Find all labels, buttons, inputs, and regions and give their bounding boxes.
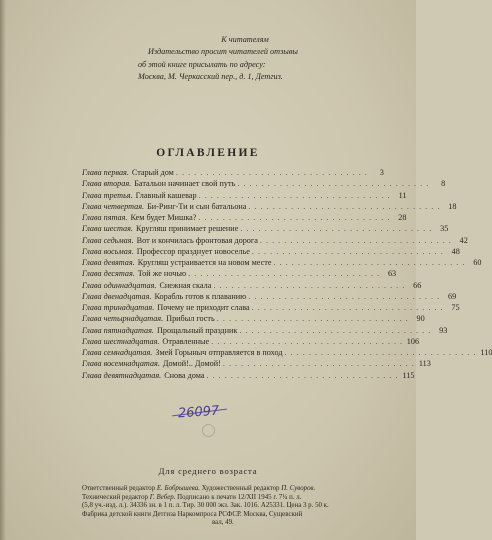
toc-chapter-name: Снова дома xyxy=(164,370,205,380)
notice-heading: К читателям xyxy=(221,35,269,44)
toc-page-number: 3 xyxy=(379,168,384,177)
notice-line-3: Москва, М. Черкасский пер., д. 1, Детгиз. xyxy=(138,71,283,81)
credits-editors: Ответственный редактор Е. Бобрышева. Художественный редактор П. Суворов. xyxy=(82,485,316,492)
age-group: Для среднего возраста xyxy=(158,466,258,476)
toc-chapter-name: Змей Горыныч отправляется в поход xyxy=(155,348,283,357)
toc-page-number: 42 xyxy=(459,235,468,245)
toc-chapter-label: Глава шестая. xyxy=(82,224,133,234)
toc-chapter-name: Старый дом xyxy=(131,168,174,177)
toc-entry xyxy=(82,246,460,257)
toc-chapter-label: Глава девятнадцатая. xyxy=(82,370,162,380)
notice-line-1: Издательство просит читателей отзывы xyxy=(148,47,298,57)
toc-entry xyxy=(82,223,449,234)
imprint-credits xyxy=(82,485,332,528)
toc-chapter-name: Кругляш устраивается на новом месте xyxy=(137,258,272,267)
toc-page-number: 75 xyxy=(451,303,460,312)
toc-leader-dots: . . . . . . . . . . . . . . . . . . . . . . . . . . . . . . . . xyxy=(198,213,391,222)
toc-page-number: 66 xyxy=(413,280,422,290)
toc-chapter-label: Глава пятнадцатая. xyxy=(82,325,154,335)
toc-leader-dots: . . . . . . . . . . . . . . . . . . . . . . . . . . . . . . . . xyxy=(251,246,444,256)
toc-page-number: 93 xyxy=(439,325,448,335)
toc-chapter-label: Глава седьмая. xyxy=(82,235,134,245)
toc-chapter-label: Глава девятая. xyxy=(82,258,135,267)
toc-page-number: 115 xyxy=(402,370,415,380)
toc-page-number: 48 xyxy=(451,246,460,256)
toc-chapter-label: Глава двенадцатая. xyxy=(82,291,152,301)
credits-print: (5,8 уч.-изд. л.). 34336 зн. в 1 п. л. Тир. 30 000 экз. Зак. 1016. А25331. Цена 3 р. 50 к. xyxy=(82,502,329,510)
toc-entry xyxy=(82,313,425,324)
toc-leader-dots: . . . . . . . . . . . . . . . . . . . . . . . . . . . . . . . . xyxy=(240,224,433,234)
toc-chapter-label: Глава третья. xyxy=(82,190,133,200)
toc-chapter-name: Главный кашевар xyxy=(135,190,197,200)
toc-chapter-name: Кем будет Мишка? xyxy=(130,213,197,222)
toc-entry xyxy=(82,302,460,313)
toc-entry xyxy=(82,235,468,246)
toc-entry xyxy=(82,178,446,189)
readers-notice xyxy=(138,34,338,83)
toc-page-number: 28 xyxy=(398,213,407,222)
toc-chapter-label: Глава десятая. xyxy=(82,269,135,279)
toc-chapter-name: Отравленные xyxy=(162,336,210,346)
toc-entry xyxy=(82,358,431,369)
toc-leader-dots: . . . . . . . . . . . . . . . . . . . . . . . . . . . . . . . . xyxy=(248,291,441,301)
toc-chapter-label: Глава семнадцатая. xyxy=(82,348,153,357)
toc-page-number: 110 xyxy=(480,348,492,357)
toc-page-number: 113 xyxy=(418,359,431,369)
toc-chapter-label: Глава восьмая. xyxy=(82,246,134,256)
toc-chapter-name: Прощальный праздник xyxy=(156,325,238,335)
credits-factory: Фабрика детской книги Детгиза Наркомпроса РСФСР. Москва, Сущевский xyxy=(82,510,303,518)
toc-page-number: 90 xyxy=(416,314,425,324)
toc-chapter-name: Би-Ринг-Ти и сын батальона xyxy=(147,201,247,211)
toc-leader-dots: . . . . . . . . . . . . . . . . . . . . . . . . . . . . . . . . xyxy=(284,348,477,357)
toc-page-number: 106 xyxy=(406,336,420,346)
toc-leader-dots: . . . . . . . . . . . . . . . . . . . . . . . . . . . . . . . . xyxy=(251,303,444,312)
toc-chapter-label: Глава шестнадцатая. xyxy=(82,336,160,346)
toc-chapter-label: Глава четвертая. xyxy=(82,201,145,211)
toc-leader-dots: . . . . . . . . . . . . . . . . . . . . . . . . . . . . . . . . xyxy=(237,179,430,189)
inventory-stamp: 26097 xyxy=(177,403,220,422)
toc-chapter-label: Глава вторая. xyxy=(82,179,132,189)
toc-page-number: 11 xyxy=(398,190,407,200)
toc-page-number: 60 xyxy=(473,258,482,267)
notice-line-2: об этой книге присылать по адресу: xyxy=(138,59,266,69)
toc-entry xyxy=(82,212,407,223)
toc-leader-dots: . . . . . . . . . . . . . . . . . . . . . . . . . . . . . . . . xyxy=(211,336,404,346)
toc-page-number: 69 xyxy=(447,291,457,301)
toc-entry xyxy=(82,325,448,336)
toc-leader-dots: . . . . . . . . . . . . . . . . . . . . . . . . . . . . . . . . xyxy=(216,314,409,324)
credits-address: вал, 49. xyxy=(212,519,234,527)
toc-chapter-label: Глава восемнадцатая. xyxy=(82,359,160,369)
toc-page-number: 63 xyxy=(387,269,397,279)
toc-leader-dots: . . . . . . . . . . . . . . . . . . . . . . . . . . . . . . . . xyxy=(206,370,399,380)
toc-chapter-name: Профессор празднует новоселье xyxy=(136,246,250,256)
toc-chapter-label: Глава одиннадцатая. xyxy=(82,280,157,290)
toc-leader-dots: . . . . . . . . . . . . . . . . . . . . . . . . . . . . . . . . xyxy=(175,168,368,177)
toc-chapter-name: Кругляш принимает решение xyxy=(135,224,239,234)
toc-entry xyxy=(82,190,407,201)
toc-chapter-name: Той же ночью xyxy=(137,269,187,279)
toc-chapter-name: Снежная скала xyxy=(159,280,212,290)
toc-page-number: 18 xyxy=(448,201,457,211)
toc-chapter-name: Вот и кончилась фронтовая дорога xyxy=(136,235,258,245)
toc-entry xyxy=(82,257,482,268)
toc-entry xyxy=(82,370,415,381)
toc-chapter-label: Глава четырнадцатая. xyxy=(82,314,164,324)
toc-chapter-name: Корабль готов к плаванию xyxy=(154,291,247,301)
toc-entry xyxy=(82,291,457,302)
toc-chapter-label: Глава первая. xyxy=(82,168,129,177)
toc-chapter-name: Прибыл гость xyxy=(166,314,215,324)
toc-page-number: 8 xyxy=(441,179,446,189)
toc-entry xyxy=(82,201,457,212)
toc-entry xyxy=(82,167,384,178)
toc-leader-dots: . . . . . . . . . . . . . . . . . . . . . . . . . . . . . . . . xyxy=(248,201,441,211)
toc-leader-dots: . . . . . . . . . . . . . . . . . . . . . . . . . . . . . . . . xyxy=(259,235,452,245)
toc-leader-dots: . . . . . . . . . . . . . . . . . . . . . . . . . . . . . . . . xyxy=(239,325,432,335)
table-of-contents xyxy=(82,167,492,381)
toc-leader-dots: . . . . . . . . . . . . . . . . . . . . . . . . . . . . . . . . xyxy=(222,359,415,369)
toc-leader-dots: . . . . . . . . . . . . . . . . . . . . . . . . . . . . . . . . xyxy=(198,190,391,200)
toc-leader-dots: . . . . . . . . . . . . . . . . . . . . . . . . . . . . . . . . xyxy=(273,258,466,267)
toc-entry xyxy=(82,268,397,279)
credits-tech: Технический редактор Г. Вебер. Подписано к печати 12/XII 1945 г. 7¼ п. л. xyxy=(82,493,302,501)
toc-page-number: 35 xyxy=(440,224,449,234)
toc-leader-dots: . . . . . . . . . . . . . . . . . . . . . . . . . . . . . . . . xyxy=(213,280,406,290)
toc-entry xyxy=(82,280,422,291)
faded-circle-mark xyxy=(202,424,215,437)
toc-leader-dots: . . . . . . . . . . . . . . . . . . . . . . . . . . . . . . . . xyxy=(188,269,381,279)
toc-entry xyxy=(82,336,420,347)
toc-chapter-name: Домой!.. Домой! xyxy=(162,359,221,369)
toc-chapter-name: Почему не приходит слава xyxy=(157,303,250,312)
toc-entry xyxy=(82,347,492,358)
toc-chapter-label: Глава пятая. xyxy=(82,213,128,222)
toc-title: ОГЛАВЛЕНИЕ xyxy=(156,147,260,159)
toc-chapter-name: Батальон начинает свой путь xyxy=(134,179,236,189)
toc-chapter-label: Глава тринадцатая. xyxy=(82,303,155,312)
